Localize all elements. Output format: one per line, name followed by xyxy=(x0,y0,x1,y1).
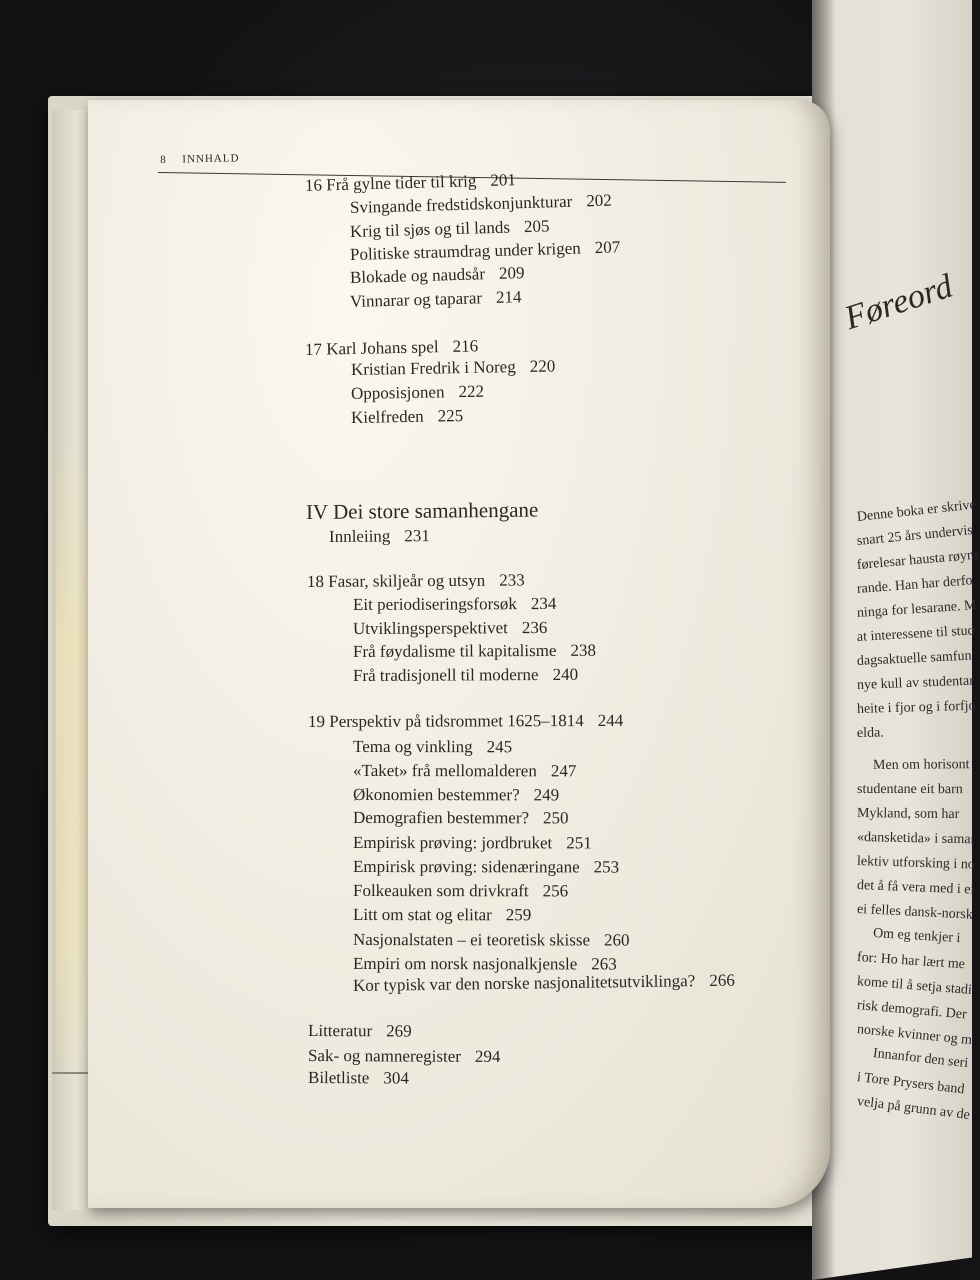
entry-title: «Taket» frå mellomalderen xyxy=(352,761,537,781)
part-title xyxy=(306,498,539,525)
facing-page-line: Innanfor den seri xyxy=(872,1046,969,1072)
entry-title: Sak- og namneregister xyxy=(307,1046,462,1066)
facing-page-line: at interessene til stud xyxy=(856,623,976,645)
entry-page-number: 216 xyxy=(452,336,479,356)
entry-title: Kielfreden xyxy=(350,406,424,427)
back-matter-entry xyxy=(308,1021,412,1042)
entry-page-number: 220 xyxy=(529,356,556,376)
section-label: INNHALD xyxy=(182,152,240,166)
entry-title: Biletliste xyxy=(307,1068,370,1088)
facing-page-line: ninga for lesarane. M xyxy=(856,598,977,621)
entry-title: Nasjonalstaten – ei teoretisk skisse xyxy=(352,930,591,950)
facing-page-line: dagsaktuelle samfun xyxy=(856,648,972,669)
entry-page-number: 234 xyxy=(530,593,557,614)
entry-page-number: 253 xyxy=(593,857,620,877)
facing-page-line: «dansketida» i samar xyxy=(856,830,976,848)
entry-page-number: 240 xyxy=(552,664,579,684)
entry-title: Demografien bestemmer? xyxy=(352,808,530,828)
facing-page-line: studentane eit barn xyxy=(856,782,963,798)
entry-page-number: 209 xyxy=(498,263,525,283)
entry-page-number: 294 xyxy=(474,1046,501,1067)
entry-page-number: 236 xyxy=(521,617,548,638)
toc-entry xyxy=(353,881,568,901)
facing-page-line: Om eg tenkjer i xyxy=(872,926,961,947)
entry-title: IV Dei store samanhengane xyxy=(305,497,539,524)
facing-page-line: for: Ho har lært me xyxy=(856,950,966,973)
entry-title: Empirisk prøving: sidenæringane xyxy=(352,857,580,877)
entry-page-number: 263 xyxy=(591,954,617,974)
chapter-title xyxy=(305,336,479,360)
toc-entry xyxy=(353,665,578,686)
entry-page-number: 233 xyxy=(499,570,525,590)
entry-page-number: 201 xyxy=(490,170,517,190)
facing-page-line: velja på grunn av de xyxy=(856,1094,971,1124)
entry-title: 19 Perspektiv på tidsrommet 1625–1814 xyxy=(307,711,584,731)
chapter-title xyxy=(308,711,623,732)
toc-entry xyxy=(353,641,596,662)
entry-page-number: 214 xyxy=(495,287,522,307)
facing-page-line: elda. xyxy=(856,725,884,741)
back-matter-entry xyxy=(308,1068,409,1089)
page-number: 8 xyxy=(160,153,167,166)
facing-page-line: førelesar hausta røyns xyxy=(856,547,980,573)
facing-page-line: kome til å setja stadi xyxy=(856,974,973,998)
running-head xyxy=(160,152,240,166)
entry-title: Vinnarar og taparar xyxy=(349,288,483,311)
toc-entry xyxy=(353,785,559,805)
facing-page-line: lektiv utforsking i no xyxy=(856,854,976,873)
entry-title: Eit periodiseringsforsøk xyxy=(352,594,517,614)
entry-page-number: 222 xyxy=(458,381,485,402)
entry-title: Opposisjonen xyxy=(350,382,445,403)
facing-page-line: heite i fjor og i forfjo xyxy=(856,698,976,717)
entry-title: Kristian Fredrik i Noreg xyxy=(350,357,516,379)
entry-page-number: 249 xyxy=(533,785,560,805)
cover-tint xyxy=(56,440,92,1080)
toc-entry xyxy=(351,382,484,404)
entry-title: 16 Frå gylne tider til krig xyxy=(304,171,477,195)
toc-entry xyxy=(353,808,569,828)
toc-entry xyxy=(353,737,512,757)
entry-page-number: 269 xyxy=(386,1021,412,1041)
entry-page-number: 256 xyxy=(542,881,569,901)
entry-title: Krig til sjøs og til lands xyxy=(349,217,511,241)
entry-title: Folkeauken som drivkraft xyxy=(352,881,529,901)
toc-entry xyxy=(353,618,547,639)
entry-page-number: 225 xyxy=(437,406,464,426)
toc-entry xyxy=(353,833,592,853)
facing-page-line: rande. Han har derfo xyxy=(856,573,974,597)
entry-title: Frå føydalisme til kapitalisme xyxy=(352,640,557,661)
entry-title: Frå tradisjonell til moderne xyxy=(352,665,539,685)
facing-page-line: ei felles dansk-norsk xyxy=(856,902,974,923)
facing-page-title: Føreord xyxy=(840,267,958,338)
facing-page-line: risk demografi. Der xyxy=(856,998,968,1023)
entry-page-number: 244 xyxy=(597,710,624,730)
entry-page-number: 304 xyxy=(383,1068,409,1088)
entry-title: Svingande fredstidskonjunkturar xyxy=(349,191,573,217)
entry-title: Tema og vinkling xyxy=(352,737,473,757)
toc-entry xyxy=(353,905,531,925)
entry-page-number: 260 xyxy=(603,930,630,950)
entry-page-number: 238 xyxy=(570,640,597,660)
entry-page-number: 202 xyxy=(586,190,613,211)
toc-entry xyxy=(353,594,556,615)
entry-page-number: 247 xyxy=(550,761,577,781)
toc-entry xyxy=(353,954,617,974)
entry-page-number: 205 xyxy=(523,216,550,237)
facing-page-line: Men om horisont xyxy=(872,757,970,773)
entry-page-number: 259 xyxy=(505,905,532,925)
intro-entry xyxy=(329,526,430,547)
entry-title: Innleiing xyxy=(328,526,391,546)
facing-page-line: Mykland, som har xyxy=(856,806,960,823)
entry-page-number: 207 xyxy=(594,237,621,258)
back-matter-entry xyxy=(308,1046,501,1067)
chapter-title xyxy=(307,570,525,592)
entry-title: Litteratur xyxy=(307,1021,373,1041)
entry-title: Empiri om norsk nasjonalkjensle xyxy=(352,954,578,974)
toc-entry xyxy=(353,761,576,781)
entry-title: Kor typisk var den norske nasjonalitetsutviklinga? xyxy=(352,971,696,995)
entry-title: Blokade og naudsår xyxy=(349,264,486,287)
entry-title: Litt om stat og elitar xyxy=(352,905,492,925)
entry-page-number: 231 xyxy=(404,526,430,546)
cover-rule xyxy=(52,1072,92,1074)
entry-page-number: 251 xyxy=(566,833,592,853)
toc-entry xyxy=(351,406,464,428)
entry-title: Økonomien bestemmer? xyxy=(352,785,520,805)
toc-entry xyxy=(353,857,619,877)
facing-page-line: det å få vera med i ei xyxy=(856,878,975,898)
entry-title: Empirisk prøving: jordbruket xyxy=(352,833,553,853)
entry-page-number: 250 xyxy=(543,808,569,828)
facing-page-line: nye kull av studentar xyxy=(856,673,975,693)
facing-page-line: norske kvinner og m xyxy=(856,1022,973,1049)
entry-title: Utviklingsperspektivet xyxy=(352,618,508,638)
toc-entry xyxy=(351,356,556,380)
toc-entry xyxy=(353,930,630,950)
entry-title: 17 Karl Johans spel xyxy=(304,337,439,359)
facing-page-line: Denne boka er skrive xyxy=(856,497,977,525)
facing-page-line: i Tore Prysers band xyxy=(856,1070,966,1098)
entry-title: Politiske straumdrag under krigen xyxy=(349,238,582,264)
entry-page-number: 266 xyxy=(709,970,735,991)
entry-title: 18 Fasar, skiljeår og utsyn xyxy=(306,570,486,591)
facing-page-line: snart 25 års undervis xyxy=(856,522,974,549)
entry-page-number: 245 xyxy=(486,737,513,757)
